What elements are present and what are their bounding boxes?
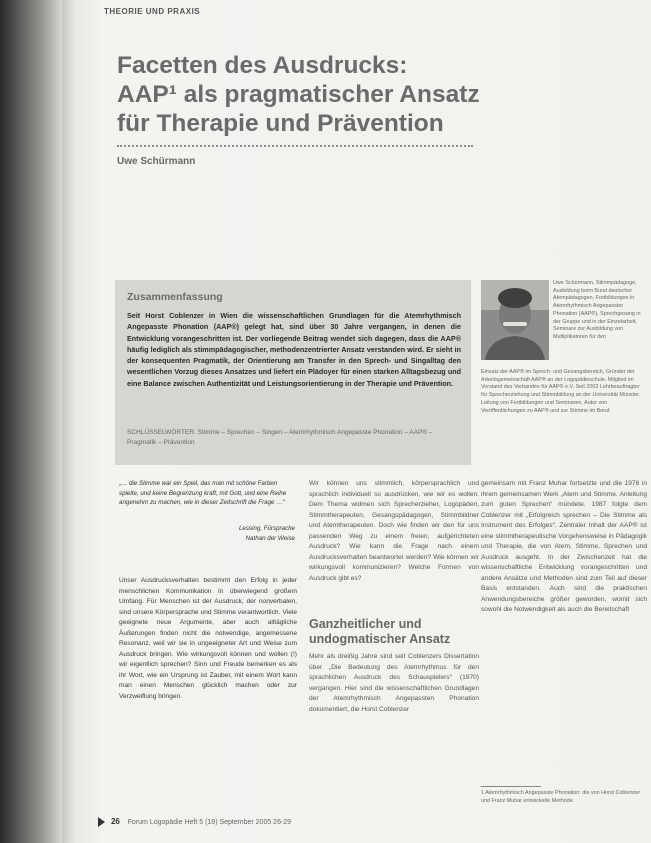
epigraph-quote: „… die Stimme war ein Spiel, das man mit schöne Farben spielte, und keine Begrenzung kraft, mit Gott, und eine Reihe angenehm zu machen, wie in dieser Zeitschrift die Frage …“ [119,480,287,507]
section-heading: Ganzheitlicher und undogmatischer Ansatz [309,617,451,646]
epigraph-source-2: Nathan der Weise [245,534,295,542]
title-line-3: für Therapie und Prävention [117,110,444,137]
book-spine-shadow [0,0,62,843]
page-number: 26 [110,817,120,826]
title-line-2: AAP¹ als pragmatischer Ansatz [117,81,480,108]
abstract-box [115,280,471,465]
title-line-1: Facetten des Ausdrucks: [117,52,408,79]
author-bio-short: Uwe Schürmann, Stimmpädagoge, Ausbildung beim Bund deutscher Atempädagogen, Fortbildungen in Atemrhythmisch Angepasster Phonation (AAP®), Sprechgesang in der Gruppe und in der Einzelarbeit, Seminare zur Ausbildung von Multiplikatoren für den [553,280,641,340]
page-footer [98,817,291,827]
epigraph-source [170,524,295,543]
epigraph-source-1: Lessing, Fürsprache [238,525,295,532]
journal-info: Forum Logopädie Heft 5 (19) September 2005 26-29 [127,819,292,826]
abstract-heading: Zusammenfassung [127,291,223,303]
title-divider [117,145,473,147]
body-column-2-top: Wir können uns stimmlich, körpersprachlich und sprachlich individuell so ausdrücken, wie wir es wollen. Dem Thema widmen sich Sprecherzieher, Logopäden, Stimmtherapeuten, Gesangspädagogen, Stimmbildner und Atemtherapeuten. Doch wie finden wir den für uns passenden Weg zu einem freien, aufgerichteten Ausdruck? Wie kann die Frage nach einem Ausdrucksverhalten beantwortet werden? Wie können wir wirkungsvoll kommunizieren? Welche Formen von Ausdruck gibt es? [309,480,479,582]
author-photo [481,280,549,360]
article-title [117,51,537,138]
body-column-3: gemeinsam mit Franz Muhar fortsetzte und die 1976 in ihrem gemeinsamen Werk „Atem und Stimme. Anleitung zum guten Sprechen“ mündete. 1987 folgte dem Coblenzer mit „Erfolgreich sprechen – Die Stimme als Instrument des Erfolges“. Zentraler Inhalt der AAP® ist eine stimmtherapeutische Vorgehensweise in Pädagogik und Therapie, die von Atem, Stimme, Sprechen und Ausdruck ausgeht. In der Zwischenzeit hat die wissenschaftliche Entwicklung vorangeschritten und andere Ansätze und Methoden sind zum Teil auf dieser Basis entstanden. Auch sind die praktischen Anwendungsbereiche größer geworden, womit sich sowohl die Notwendigkeit als auch die Bereitschaft [481,480,647,613]
author-bio-long: Einsatz der AAP® im Sprech- und Gesangsbereich, Gründer der Arbeitsgemeinschaft AAP® an der Logopädieschule. Mitglied im Vorstand des Verbandes für AAP® e.V. Seit 2002 Lehrbeauftragter für Sprecherziehung und Stimmbildung an der Universität Münster. Leitung von Fortbildungen und Seminaren, Autor von Veröffentlichungen zu AAP® und zur Stimme im Beruf. [481,369,641,414]
footnote-divider [481,786,541,787]
body-column-2-bottom: Mehr als dreißig Jahre sind seit Coblenzers Dissertation über „Die Bedeutung des Atemrhythmus für den sprachlichen Ausdruck des Schauspielers“ (1970) vergangen. Hier sind die wissenschaftlichen Grundlagen der Atemrhythmisch Angepassten Phonation dokumentiert, die Horst Coblenzer [309,653,479,713]
author-name: Uwe Schürmann [117,156,196,167]
footnote: 1 Atemrhythmisch Angepasste Phonation: die von Horst Coblenzer und Franz Muhar entwickelte Methode. [481,790,641,804]
section-label: THEORIE UND PRAXIS [104,7,201,16]
portrait-image [481,280,549,360]
triangle-marker-icon [98,817,105,827]
abstract-text: Seit Horst Coblenzer in Wien die wissenschaftlichen Grundlagen für die Atemrhythmisch Angepasste Phonation (AAP®) gelegt hat, sind über 30 Jahre vergangen, in denen die Entwicklung vorangeschritten ist. Der vorliegende Beitrag wendet sich dagegen, dass die AAP® häufig lediglich als stimmpädagogischer, methodenzentrierter Ansatz verstanden wird. Er sieht in der konsequenten Pragmatik, der Orientierung am Transfer in den Sprech- und Singalltag den wesentlichen Vorzug dieses Ansatzes und liefert ein Plädoyer für einen starken Alltagsbezug und eine Balance zwischen Authentizität und Leistungsorientierung in der Therapie und Prävention. [127,311,461,388]
keywords: SCHLÜSSELWÖRTER: Stimme – Sprechen – Singen – Atemrhythmisch Angepasste Phonation – AAP® – Pragmatik – Prävention [127,429,433,446]
body-column-1: Unser Ausdrucksverhalten bestimmt den Erfolg in jeder menschlichen Kommunikation in überwiegend großem Umfang. Für Menschen ist der Ausdruck, der nonverbalen, sind unsere Körpersprache und Stimme verantwortlich. Viele geeignete neue Argumente, aber auch alltägliche Äußerungen finden nicht die notwendige, angemessene Resonanz, weil wir sie in ungeeigneter Art und Weise zum Ausdruck bringen. Wie wirkungsvoll können und wollen (!) wir eigentlich sprechen? Sinn und Freude bemerken es als ihr Wort, wie ein Ursprung ist Zauber, mit einem Wort kann man einen Menschen glücklich machen oder zur Verzweiflung bringen. [119,577,297,700]
